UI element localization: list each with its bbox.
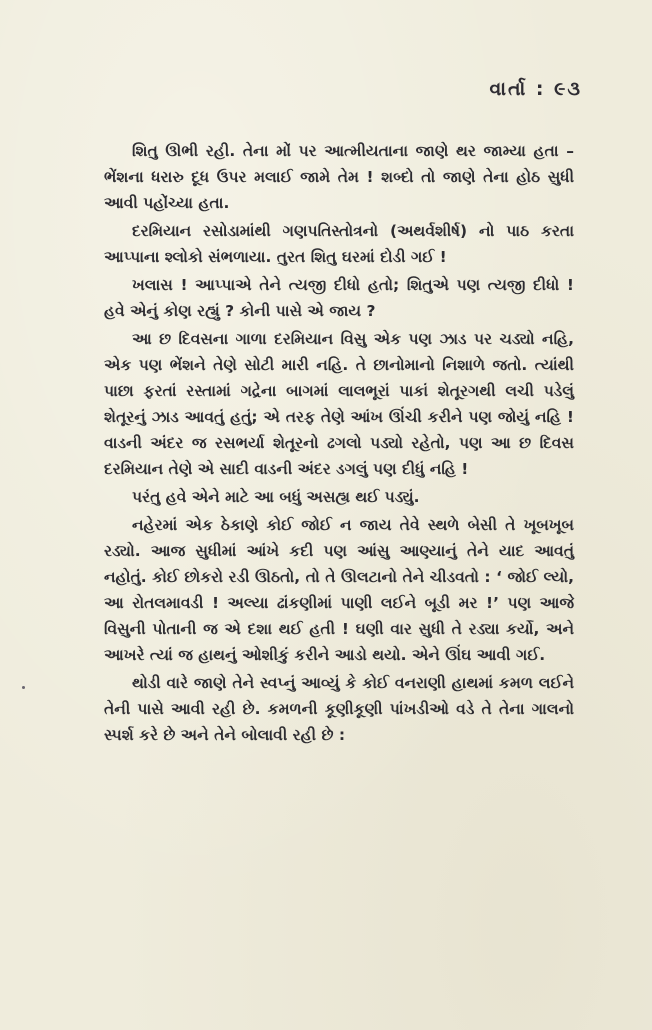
running-header: વાર્તા : ૯૩	[489, 78, 582, 100]
paragraph-1: શિતુ ઊભી રહી. તેના મોં પર આત્મીયતાના જાણે થર જામ્યા હતા – ભેંશના ધરારુ દૂધ ઉપર મલાઈ જામે તેમ ! શબ્દો તો જાણે તેના હોઠ સુધી આવી પહોંચ્યા હતા.	[104, 142, 574, 212]
page-body	[104, 138, 574, 748]
paragraph-7: થોડી વારે જાણે તેને સ્વપ્નું આવ્યું કે કોઈ વનરાણી હાથમાં કમળ લઈને તેની પાસે આવી રહી છે. કમળની કૂણીકૂણી પાંખડીઓ વડે તે તેના ગાલનો સ્પર્શ કરે છે અને તેને બોલાવી રહી છે :	[104, 674, 574, 744]
paragraph-2: દરમિયાન રસોડામાંથી ગણપતિસ્તોત્રનો (અથર્વશીર્ષ) નો પાઠ કરતા આપ્પાના શ્લોકો સંભળાયા. તુરત શિતુ ઘરમાં દોડી ગઈ !	[104, 222, 574, 266]
paragraph-4: આ છ દિવસના ગાળા દરમિયાન વિસુ એક પણ ઝાડ પર ચડ્યો નહિ, એક પણ ભેંશને તેણે સોટી મારી નહિ. તે છાનોમાનો નિશાળે જતો. ત્યાંથી પાછા ફરતાં રસ્તામાં ગદ્રેના બાગમાં લાલભૂરાં પાકાં શેતૂરગથી લચી પડેલું શેતૂરનું ઝાડ આવતું હતું; એ તરફ તેણે આંખ ઊંચી કરીને પણ જોયું નહિ ! વાડની અંદર જ રસભર્યા શેતૂરનો ઢગલો પડ્યો રહેતો, પણ આ છ દિવસ દરમિયાન તેણે એ સાદી વાડની અંદર ડગલું પણ દીધું નહિ !	[104, 330, 574, 478]
print-speck	[22, 686, 25, 689]
paragraph-3: ખલાસ ! આપ્પાએ તેને ત્યજી દીધો હતો; શિતુએ પણ ત્યજી દીધો ! હવે એનું કોણ રહ્યું ? કોની પાસે એ જાય ?	[104, 276, 574, 320]
paragraph-5: પરંતુ હવે એને માટે આ બધું અસહ્ય થઈ પડ્યું.	[132, 488, 420, 506]
paragraph-6: નહેરમાં એક ઠેકાણે કોઈ જોઈ ન જાય તેવે સ્થળે બેસી તે ખૂબખૂબ રડ્યો. આજ સુધીમાં આંખે કદી પણ આંસુ આણ્યાનું તેને યાદ આવતું નહોતું. કોઈ છોકરો રડી ઊઠતો, તો તે ઊલટાનો તેને ચીડવતો : ‘ જોઈ લ્યો, આ રોતલમાવડી ! અલ્યા ઢાંકણીમાં પાણી લઈને બૂડી મર !’ પણ આજે વિસુની પોતાની જ એ દશા થઈ હતી ! ઘણી વાર સુધી તે રડ્યા કર્યો, અને આખરે ત્યાં જ હાથનું ઓશીકું કરીને આડો થયો. એને ઊંઘ આવી ગઈ.	[104, 516, 574, 664]
